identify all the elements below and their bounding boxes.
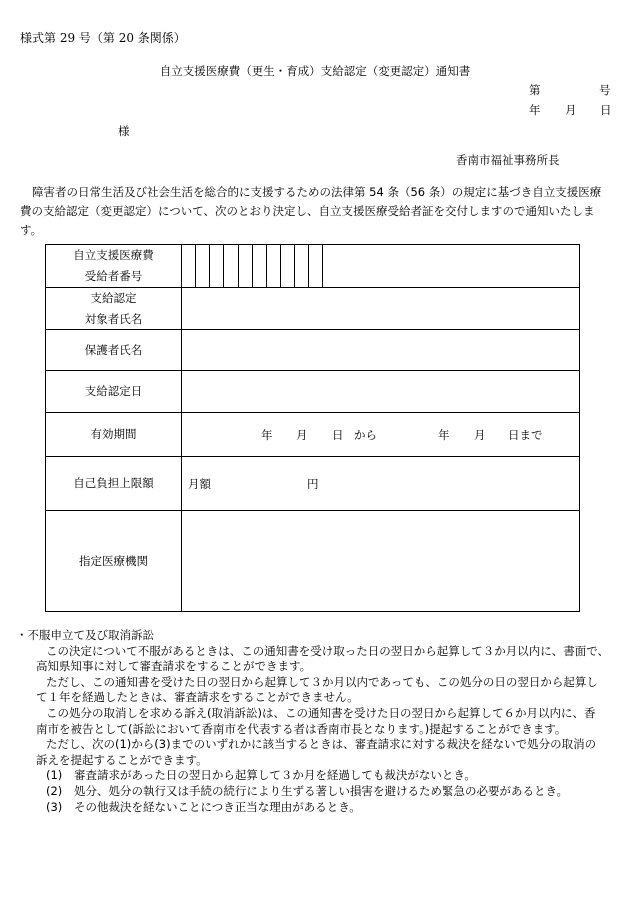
notes-item-text: 審査請求があった日の翌日から起算して３か月を経過しても裁決がないとき。 (74, 768, 476, 783)
validity-from-year: 年 (261, 428, 273, 442)
digit-box-divider (308, 245, 309, 287)
date-day-label: 日 (600, 103, 612, 117)
recipient-number-label-line1: 自立支援医療費 (73, 248, 154, 262)
intro-paragraph (20, 183, 616, 240)
cert-date-field[interactable] (182, 371, 579, 412)
recipient-number-label-line2: 受給者番号 (84, 269, 143, 283)
subject-name-label-line2: 対象者氏名 (84, 311, 143, 326)
notes-p4-line1: ただし、次の(1)から(3)までのいずれかに該当するときは、審査請求に対する裁決を経ないで処分の取消の (46, 737, 597, 752)
digit-box-divider (238, 245, 239, 287)
copay-limit-label (46, 457, 182, 510)
row-validity-period (46, 413, 579, 457)
validity-to-month: 月 (474, 428, 486, 442)
notes-p1-line2: 高知県知事に対して審査請求をすることができます。 (36, 659, 312, 674)
row-cert-date (46, 371, 579, 413)
notes-p4-line2: 訴えを提起することができます。 (36, 752, 208, 767)
row-copay-limit (46, 457, 579, 511)
digit-box-divider (294, 245, 295, 287)
issuer-name: 香南市福祉事務所長 (456, 153, 560, 167)
guardian-name-label-text: 保護者氏名 (84, 342, 143, 357)
digit-box-divider (266, 245, 267, 287)
notes-item-text: その他裁決を経ないことにつき正当な理由があるとき。 (74, 799, 361, 814)
document-title: 自立支援医療費（更生・育成）支給認定（変更認定）通知書 (159, 64, 471, 78)
addressee-suffix: 様 (118, 124, 130, 138)
digit-box-divider (280, 245, 281, 287)
notes-item-number: (3) (46, 799, 63, 814)
certification-table (45, 244, 580, 612)
appeal-notes (16, 628, 622, 815)
form-number: 様式第 29 号（第 20 条関係） (20, 31, 186, 45)
digit-box-divider (209, 245, 210, 287)
notes-p2-line1: ただし、この通知書を受けた日の翌日から起算して３か月以内であっても、この処分の日の翌日から起算し (46, 674, 598, 689)
digit-box-divider (322, 245, 323, 287)
validity-period-label-text: 有効期間 (90, 427, 137, 441)
guardian-name-label (46, 330, 182, 370)
subject-name-label (46, 288, 182, 329)
date-year-label: 年 (529, 103, 541, 117)
copay-limit-label-text: 自己負担上限額 (73, 476, 154, 490)
digit-box-divider (252, 245, 253, 287)
recipient-number-field[interactable] (182, 245, 579, 287)
intro-line-3: す。 (20, 223, 43, 237)
guardian-name-field[interactable] (182, 330, 579, 370)
notes-p3-line2: 南市を被告として(訴訟において香南市を代表する者は香南市長となります。)提起することができます。 (36, 721, 567, 736)
notes-item-text: 処分、処分の執行又は手続の続行により生ずる著しい損害を避けるため緊急の必要があるとき。 (74, 783, 569, 798)
validity-to-year: 年 (438, 428, 450, 442)
digit-box-divider (195, 245, 196, 287)
validity-from-day: 日 (332, 428, 344, 442)
designated-institution-label (46, 511, 182, 611)
subject-name-field[interactable] (182, 288, 579, 329)
notes-item-3 (22, 800, 622, 816)
notes-item-number: (1) (46, 768, 63, 783)
validity-from-month: 月 (296, 428, 308, 442)
notes-p2-line2: て１年を経過したときは、審査請求をすることができません。 (36, 690, 359, 705)
validity-period-label (46, 413, 182, 456)
copay-monthly-label: 月額 (188, 477, 211, 491)
notes-heading: ・不服申立て及び取消訴訟 (16, 628, 154, 642)
digit-box-divider (223, 245, 224, 287)
cert-date-label (46, 371, 182, 412)
row-guardian-name (46, 330, 579, 371)
intro-line-2: 費の支給認定（変更認定）について、次のとおり決定し、自立支援医療受給者証を交付しますので通知いたしま (20, 204, 595, 218)
row-subject-name (46, 288, 579, 330)
validity-to-day: 日まで (508, 428, 543, 442)
notes-item-1 (22, 768, 622, 784)
date-month-label: 月 (565, 103, 577, 117)
designated-institution-label-text: 指定医療機関 (79, 553, 148, 568)
notes-p3-line1: この処分の取消しを求める訴え(取消訴訟)は、この通知書を受けた日の翌日から起算して６か月以内に、香 (46, 705, 596, 720)
copay-limit-field[interactable] (182, 457, 579, 510)
copay-yen-label: 円 (307, 477, 319, 491)
intro-line-1: 障害者の日常生活及び社会生活を総合的に支援するための法律第 54 条（56 条）の規定に基づき自立支援医療 (32, 185, 602, 199)
validity-period-field[interactable] (182, 413, 579, 456)
validity-from: から (354, 428, 377, 442)
notes-p1-line1: この決定について不服があるときは、この通知書を受け取った日の翌日から起算して３か月以内に、書面で、 (46, 643, 610, 658)
notes-item-number: (2) (46, 783, 63, 798)
notes-item-2 (22, 784, 622, 800)
issue-number-dai: 第 (529, 83, 541, 97)
designated-institution-field[interactable] (182, 511, 579, 611)
subject-name-label-line1: 支給認定 (90, 290, 137, 305)
recipient-number-label (46, 245, 182, 287)
row-recipient-number (46, 245, 579, 288)
row-designated-institution (46, 511, 579, 611)
cert-date-label-text: 支給認定日 (84, 384, 143, 398)
issue-number-go: 号 (599, 83, 611, 97)
